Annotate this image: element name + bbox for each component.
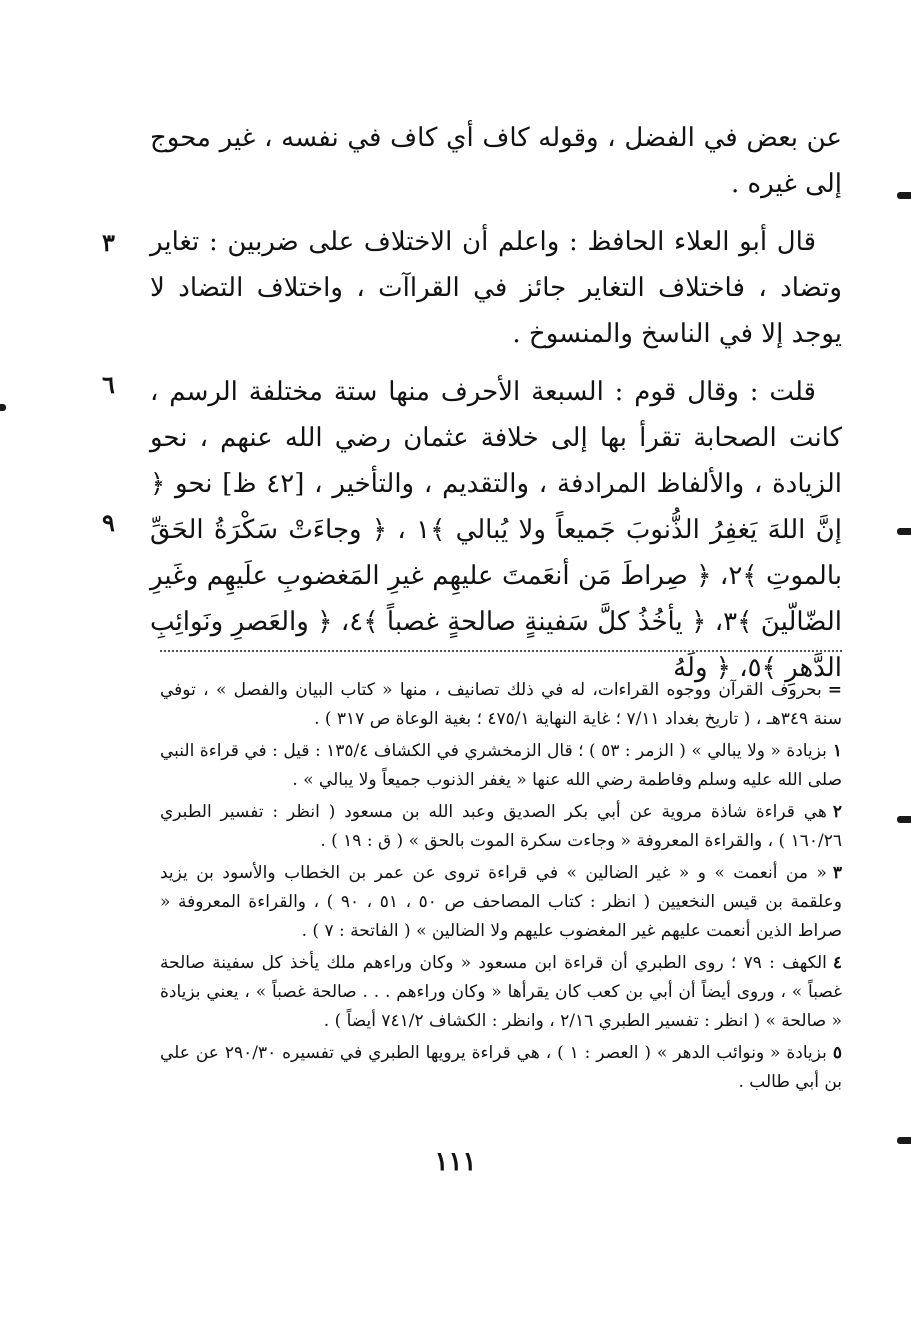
footnote-text: بزيادة « ونوائب الدهر » ( العصر : ١ ) ، هي قراءة يرويها الطبري في تفسيره ٢٩٠/٣٠ عن علي بن أبي طالب . bbox=[160, 1043, 842, 1092]
line-number: ٩ bbox=[102, 508, 115, 537]
footnote-separator bbox=[160, 650, 842, 652]
main-text bbox=[150, 115, 842, 691]
binding-mark bbox=[897, 528, 911, 535]
paragraph: عن بعض في الفضل ، وقوله كاف أي كاف في نفسه ، غير محوج إلى غيره . bbox=[150, 123, 842, 199]
footnote-number: ٢ bbox=[832, 802, 842, 822]
footnote-text: بزيادة « ولا يبالي » ( الزمر : ٥٣ ) ؛ قال الزمخشري في الكشاف ١٣٥/٤ : قيل : في قراءة النبي صلى الله عليه وسلم وفاطمة رضي الله عنها « يغفر الذنوب جميعاً ولا يبالي » . bbox=[160, 741, 842, 790]
binding-mark bbox=[897, 1137, 911, 1144]
footnotes bbox=[160, 676, 842, 1100]
footnote bbox=[160, 737, 842, 795]
line-number: ٣ bbox=[102, 228, 115, 257]
binding-mark bbox=[897, 816, 911, 823]
footnote-text: الكهف : ٧٩ ؛ روى الطبري أن قراءة ابن مسعود « وكان وراءهم ملك يأخذ كل سفينة صالحة غصباً » ، وروى أيضاً أن أبي بن كعب كان يقرأها « وكان وراءهم . . . صالحة غصباً » ، يعني بزيادة « صالحة » ( انظر : تفسير الطبري ٢/١٦ ، وانظر : الكشاف ٧٤١/٢ أيضاً ) . bbox=[160, 953, 842, 1031]
footnote bbox=[160, 949, 842, 1036]
line-number: ٦ bbox=[102, 370, 115, 399]
footnote-number: ٥ bbox=[832, 1043, 842, 1063]
footnote-text: « من أنعمت » و « غير الضالين » في قراءة تروى عن عمر بن الخطاب والأسود بن يزيد وعلقمة بن قيس النخعيين ( انظر : كتاب المصاحف ص ٥٠ ، ٥١ ، ٩٠ ) ، والقراءة المعروفة « صراط الذين أنعمت عليهم غير المغضوب عليهم ولا الضالين » ( الفاتحة : ٧ ) . bbox=[160, 863, 842, 941]
footnote bbox=[160, 798, 842, 856]
footnote bbox=[160, 1039, 842, 1097]
footnote-number: ٤ bbox=[832, 953, 842, 973]
page-number: ١١١ bbox=[434, 1147, 477, 1177]
binding-mark bbox=[0, 404, 6, 411]
footnote bbox=[160, 676, 842, 734]
paragraph: قال أبو العلاء الحافظ : واعلم أن الاختلاف على ضربين : تغاير وتضاد ، فاختلاف التغاير جائز في القراآت ، واختلاف التضاد لا يوجد إلا في الناسخ والمنسوخ . bbox=[150, 227, 842, 349]
binding-mark bbox=[897, 192, 911, 199]
footnote-number: = bbox=[827, 680, 842, 700]
paragraph: قلت : وقال قوم : السبعة الأحرف منها ستة مختلفة الرسم ، كانت الصحابة تقرأ بها إلى خلافة عثمان رضي الله عنهم ، نحو الزيادة ، والألفاظ المرادفة ، والتقديم ، والتأخير ، [٤٢ ظ] نحو ﴿ إنَّ اللهَ يَغفِرُ الذُّنوبَ جَميعاً ولا يُبالي ﴾١ ، ﴿ وجاءَتْ سَكْرَةُ الحَقِّ بالموتِ ﴾٢، ﴿ صِراطَ مَن أنعَمتَ عليهِم غيرِ المَغضوبِ علَيهِم وغَيرِ الضّالّينَ ﴾٣، ﴿ يأخُذُ كلَّ سَفينةٍ صالحةٍ غصباً ﴾٤، ﴿ والعَصرِ ونَوائِبِ الدَّهرِ ﴾٥، ﴿ ولَهُ bbox=[150, 377, 842, 683]
footnote-text: بحروف القرآن ووجوه القراءات، له في ذلك تصانيف ، منها « كتاب البيان والفصل » ، توفي سنة ٣٤٩هـ ، ( تاريخ بغداد ٧/١١ ؛ غاية النهاية ٤٧٥/١ ؛ بغية الوعاة ص ٣١٧ ) . bbox=[160, 680, 842, 729]
footnote-text: هي قراءة شاذة مروية عن أبي بكر الصديق وعبد الله بن مسعود ( انظر : تفسير الطبري ١٦٠/٢٦ ) ، والقراءة المعروفة « وجاءت سكرة الموت بالحق » ( ق : ١٩ ) . bbox=[160, 802, 842, 851]
footnote-number: ٣ bbox=[832, 863, 842, 883]
footnote-number: ١ bbox=[832, 741, 842, 761]
footnote bbox=[160, 859, 842, 946]
